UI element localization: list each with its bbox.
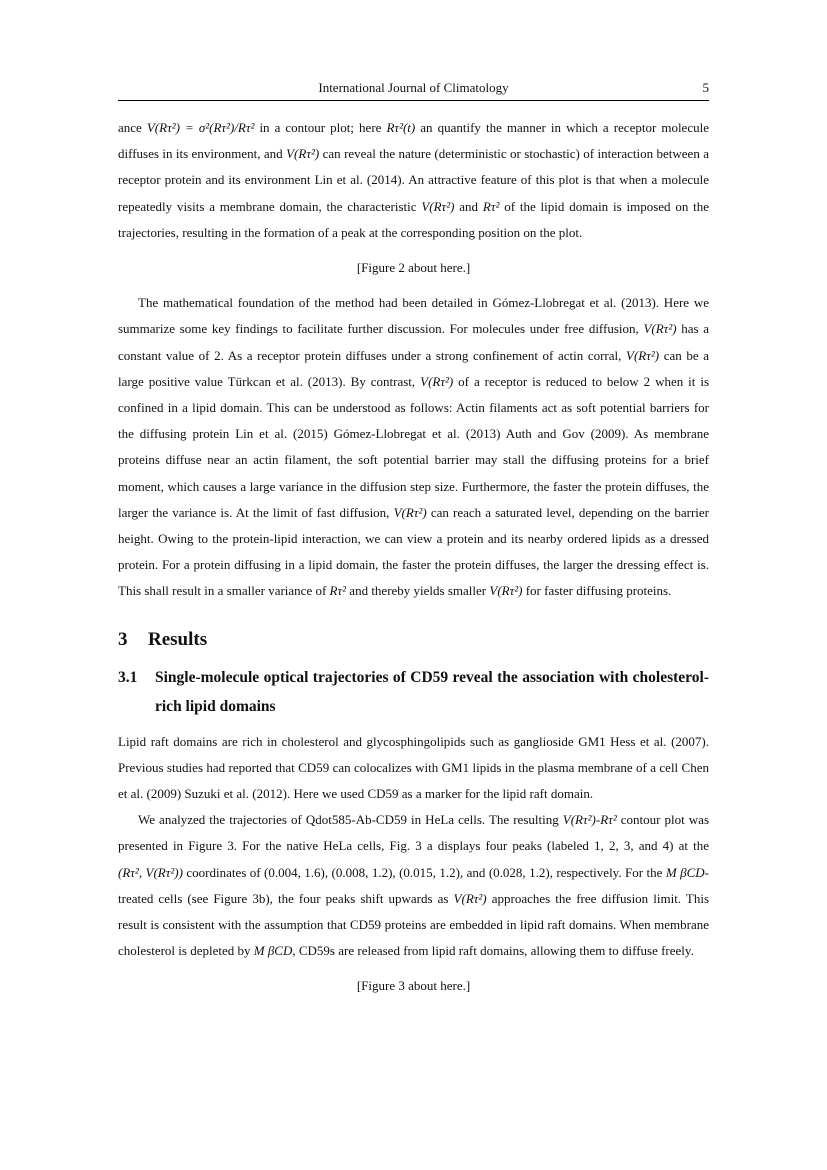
section-heading-results [118,627,709,653]
section-number: 3 [118,628,128,650]
math-v: V(Rτ²) [453,890,487,906]
math-r2: Rτ² [600,812,617,828]
journal-title: International Journal of Climatology [318,80,509,95]
math-mbcd: M βCD [665,864,705,880]
math-coordinate-pair: (Rτ², V(Rτ²)) [118,864,183,880]
math-v: V(Rτ²) [643,321,677,337]
math-v: V(Rτ²) [562,812,596,828]
paragraph-2: The mathematical foundation of the method had been detailed in Gómez-Llobregat et al. (2013). Here we summarize some key findings to facilitate further discussion. For molecules under free diffusion, V(Rτ²) has a constant value of 2. As a receptor protein diffuses under a strong confinement of actin corral, V(Rτ²) can be a large positive value Türkcan et al. (2013). By contrast, V(Rτ²) of a receptor is reduced to below 2 when it is confined in a lipid domain. This can be understood as follows: Actin filaments act as soft potential barriers for the diffusing protein Lin et al. (2015) Gómez-Llobregat et al. (2013) Auth and Gov (2009). As membrane proteins diffuse near an actin filament, the soft potential barrier may stall the diffusing proteins for a brief moment, which causes a large variance in the diffusion step size. Furthermore, the faster the protein diffuses, the larger the variance is. At the limit of fast diffusion, V(Rτ²) can reach a saturated level, depending on the barrier height. Owing to the protein-lipid interaction, we can view a protein and its nearby ordered lipids as a dressed protein. For a protein diffusing in a lipid domain, the faster the protein diffuses, the larger the dressing effect is. This shall result in a smaller variance of Rτ² and thereby yields smaller V(Rτ²) for faster diffusing proteins. [118,295,710,599]
math-r2: Rτ² [329,583,347,599]
paragraph-1: ance V(Rτ²) = σ²(Rτ²)/Rτ² in a contour plot; here Rτ²(t) an quantify the manner in which a receptor molecule diffuses in its environment, and V(Rτ²) can reveal the nature (deterministic or stochastic) of interaction between a receptor protein and its environment Lin et al. (2014). An attractive feature of this plot is that when a molecule repeatedly visits a membrane domain, the characteristic V(Rτ²) and Rτ² of the lipid domain is imposed on the trajectories, resulting in the formation of a peak at the corresponding position on the plot. [118,120,710,240]
math-v: V(Rτ²) [421,198,455,214]
math-v: V(Rτ²) [393,504,427,520]
math-v: V(Rτ²) [286,146,320,162]
paragraph-3: Lipid raft domains are rich in cholesterol and glycosphingolipids such as ganglioside GM1 Hess et al. (2007). Previous studies had reported that CD59 can colocalizes with GM1 lipids in the plasma membrane of a cell Chen et al. (2009) Suzuki et al. (2012). Here we used CD59 as a marker for the lipid raft domain. [118,733,709,802]
subsection-title: Single-molecule optical trajectories of CD59 reveal the association with cholesterol-rich lipid domains [155,668,709,715]
subsection-number: 3.1 [118,668,138,686]
figure-2-placeholder: [Figure 2 about here.] [356,260,471,276]
paragraph-4: We analyzed the trajectories of Qdot585-Ab-CD59 in HeLa cells. The resulting V(Rτ²)-Rτ² contour plot was presented in Figure 3. For the native HeLa cells, Fig. 3 a displays four peaks (labeled 1, 2, 3, and 4) at the (Rτ², V(Rτ²)) coordinates of (0.004, 1.6), (0.008, 1.2), (0.015, 1.2), and (0.028, 1.2), respectively. For the M βCD-treated cells (see Figure 3b), the four peaks shift upwards as V(Rτ²) approaches the free diffusion limit. This result is consistent with the assumption that CD59 proteins are embedded in lipid raft domains. When membrane cholesterol is depleted by M βCD, CD59s are released from lipid raft domains, allowing them to diffuse freely. [118,812,710,959]
running-header [118,80,709,101]
math-mbcd: M βCD [253,943,293,959]
math-r2t: Rτ²(t) [386,120,416,135]
math-v: V(Rτ²) [626,347,660,363]
section-title: Results [148,628,208,650]
math-v: V(Rτ²) [489,583,523,599]
page-number: 5 [702,80,709,95]
math-r2: Rτ² [482,198,500,214]
math-v: V(Rτ²) [420,373,454,389]
body-text [118,115,709,1009]
subsection-heading-3-1 [118,663,709,721]
variance-equation: V(Rτ²) = σ²(Rτ²)/Rτ² [146,120,255,135]
figure-3-placeholder: [Figure 3 about here.] [356,978,471,994]
